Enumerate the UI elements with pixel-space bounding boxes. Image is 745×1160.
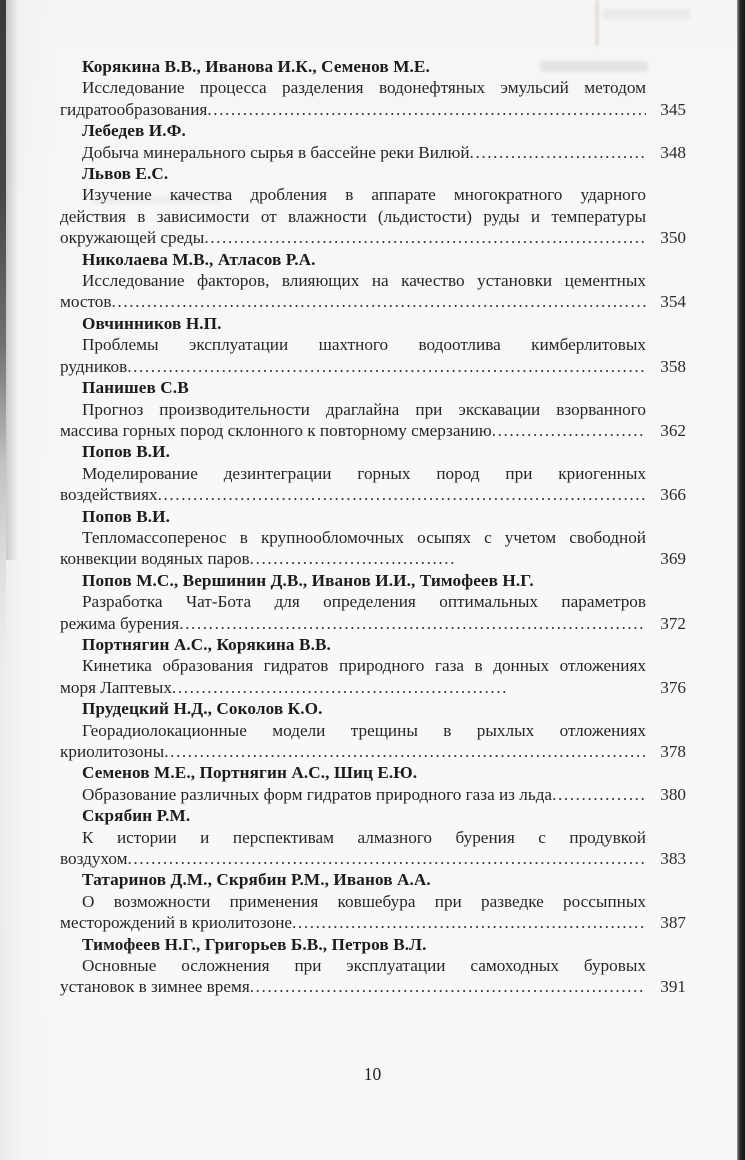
toc-title-line: О возможности применения ковшебура при разведке россыпных [82,891,646,911]
dot-leader [250,976,646,997]
toc-title-line: режима бурения [60,613,180,633]
toc-title-row [60,720,686,741]
toc-entry-authors: Скрябин Р.М. [82,806,191,826]
toc-entry-page: 387 [660,913,686,933]
dot-leader [552,784,646,805]
toc-title-row [60,613,686,634]
toc-title-row [60,527,686,548]
toc-title-line: моря Лаптевых [60,677,172,697]
dot-leader [492,420,646,441]
toc-title-line: месторождений в криолитозоне [60,913,293,933]
toc-title-row [60,848,686,869]
toc-title-row [60,548,686,569]
toc-title-row [60,827,686,848]
toc-title-line: конвекции водяных паров [60,549,250,569]
toc-title-line: Разработка Чат-Бота для определения оптимальных параметров [82,592,646,612]
toc-entry [60,120,686,163]
toc-entry [60,377,686,441]
toc-entry-authors-row [60,56,686,77]
toc-title-row [60,184,686,205]
toc-title-row [60,677,686,698]
toc-entry [60,163,686,249]
toc-entry-page: 372 [660,613,686,633]
toc-entry-page: 383 [660,849,686,869]
toc-entry [60,762,686,805]
toc-entry-authors: Николаева М.В., Атласов Р.А. [82,249,316,269]
dot-leader [164,741,646,762]
scan-edge-right [737,0,745,1160]
toc-title-line: Кинетика образования гидратов природного газа в донных отложениях [82,656,646,676]
toc-title-row [60,142,686,163]
toc-entry-authors: Попов В.И. [82,442,171,462]
toc-entry-authors-row [60,441,686,462]
toc-title-row [60,291,686,312]
toc-entry [60,506,686,570]
toc-entry-page: 362 [660,420,686,440]
toc-title-row [60,891,686,912]
toc-entry [60,634,686,698]
scan-edge-left-shadow [6,0,18,560]
toc-entry-page: 350 [660,228,686,248]
toc-title-line: Образование различных форм гидратов природного газа из льда [82,784,553,804]
toc-title-row [60,420,686,441]
toc-title-line: Прогноз производительности драглайна при экскавации взорванного [82,399,646,419]
toc-entry-authors: Попов В.И. [82,506,171,526]
toc-title-row [60,334,686,355]
toc-title-row [60,955,686,976]
toc-entry [60,570,686,634]
toc-entry-page: 380 [660,784,686,804]
toc-title-line: Исследование факторов, влияющих на качество установки цементных [82,271,646,291]
dot-leader [207,99,646,120]
toc-entry-authors-row [60,120,686,141]
toc-title-row [60,356,686,377]
toc-title-line: криолитозоны [60,742,165,761]
dot-leader [128,848,647,869]
dot-leader [292,912,646,933]
toc-title-line: массива горных пород склонного к повторному смерзанию [60,420,492,440]
toc-entry-page: 378 [660,742,686,761]
toc-title-line: установок в зимнее время [60,977,250,997]
toc-title-line: К истории и перспективам алмазного бурения с продувкой [82,827,646,847]
toc-title-line: Георадиолокационные модели трещины в рыхлых отложениях [82,720,646,740]
dot-leader [172,677,507,698]
toc-entry-authors-row [60,934,686,955]
toc-entry-authors-row [60,506,686,527]
dot-leader [127,356,646,377]
toc-title-row [60,912,686,933]
toc-entry [60,249,686,313]
toc-entry-authors-row [60,377,686,398]
toc-entry-page: 358 [660,356,686,376]
page-number: 10 [363,1064,382,1084]
toc-title-line: Основные осложнения при эксплуатации самоходных буровых [82,956,646,976]
toc-entry-authors: Прудецкий Н.Д., Соколов К.О. [82,699,323,719]
toc-title-line: гидратообразования [60,99,208,119]
toc-entry-authors-row [60,762,686,783]
toc-title-line: Исследование процесса разделения водонефтяных эмульсий методом [82,78,646,98]
toc-title-row [60,484,686,505]
toc-title-line: Тепломассоперенос в крупнообломочных осыпях с учетом свободной [82,527,646,547]
toc-entry-page: 348 [660,142,686,162]
dot-leader [250,548,455,569]
toc-entry [60,934,686,998]
toc-title-row [60,976,686,997]
dot-leader [470,142,646,163]
toc-entry-authors-row [60,869,686,890]
toc-title-row [60,77,686,98]
toc-title-line: окружающей среды [60,228,205,248]
toc-entry-authors: Портнягин А.С., Корякина В.В. [82,634,331,654]
toc-entry [60,56,686,120]
toc-entry-authors: Овчинников Н.П. [82,313,222,333]
toc-entry-authors: Корякина В.В., Иванова И.К., Семенов М.Е. [82,57,430,76]
toc-entry-authors: Тимофеев Н.Г., Григорьев Б.В., Петров В.Л. [82,934,427,954]
toc-entry-authors-row [60,805,686,826]
toc-title-row [60,99,686,120]
toc-title-row [60,741,686,762]
toc-title-line: Добыча минерального сырья в бассейне реки Вилюй [82,142,470,162]
toc-entry-authors-row [60,249,686,270]
toc-entry-authors: Лебедев И.Ф. [82,121,186,141]
toc-title-line: Моделирование дезинтеграции горных пород при криогенных [82,463,646,483]
toc-entry-page: 391 [660,977,686,997]
dot-leader [112,291,646,312]
toc-entry-authors: Семенов М.Е., Портнягин А.С., Шиц Е.Ю. [82,763,418,783]
toc-entry-authors: Львов Е.С. [82,164,169,184]
toc-entry-authors-row [60,163,686,184]
toc-entry-page: 369 [660,549,686,569]
toc-title-row [60,206,686,227]
toc-entry-page: 345 [660,99,686,119]
toc-title-row [60,655,686,676]
toc-title-row [60,227,686,248]
toc-title-line: Проблемы эксплуатации шахтного водоотлива кимберлитовых [82,335,646,355]
table-of-contents [60,56,686,998]
toc-entry-authors: Попов М.С., Вершинин Д.В., Иванов И.И., Тимофеев Н.Г. [82,570,534,590]
toc-entry [60,313,686,377]
toc-title-row [60,270,686,291]
toc-entry [60,805,686,869]
toc-entry-page: 354 [660,292,686,312]
toc-title-line: действия в зависимости от влажности (льдистости) руды и температуры [60,206,646,226]
toc-title-row [60,591,686,612]
scan-artifact-bleedthrough [602,9,690,19]
toc-entry-authors-row [60,570,686,591]
toc-title-line: воздействиях [60,485,158,505]
dot-leader [179,613,646,634]
toc-entry-page: 376 [660,677,686,697]
toc-entry-page: 366 [660,485,686,505]
toc-entry-authors: Татаринов Д.М., Скрябин Р.М., Иванов А.А. [82,870,431,890]
toc-entry [60,698,686,762]
toc-entry-authors-row [60,313,686,334]
toc-title-row [60,399,686,420]
dot-leader [204,227,646,248]
toc-title-row [60,463,686,484]
toc-entry-authors-row [60,634,686,655]
toc-entry-authors: Панишев С.В [82,378,189,398]
toc-entry [60,869,686,933]
toc-title-line: Изучение качества дробления в аппарате многократного ударного [82,185,646,205]
toc-title-line: мостов [60,292,112,312]
toc-entry [60,441,686,505]
toc-title-row [60,784,686,805]
toc-title-line: воздухом [60,849,128,869]
scan-artifact-crease [596,0,598,46]
dot-leader [158,484,646,505]
toc-entry-authors-row [60,698,686,719]
toc-title-line: рудников [60,356,128,376]
